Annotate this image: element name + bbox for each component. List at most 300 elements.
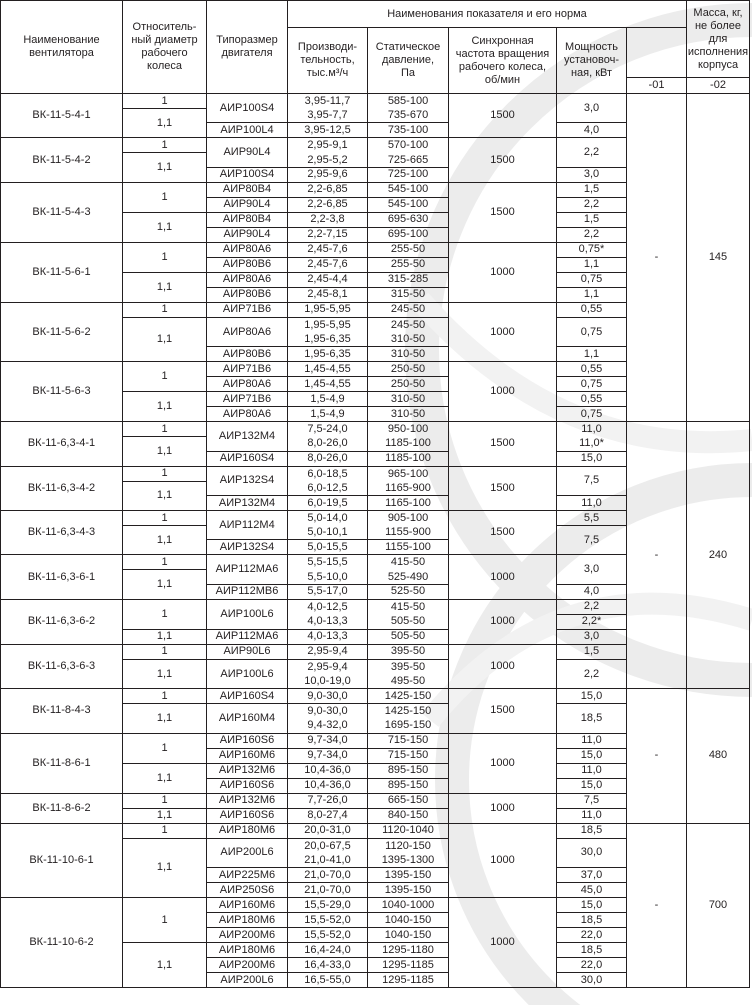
motor-cell: АИР80А6 [207,377,288,392]
text-line: 735-670 [387,109,429,122]
power-cell: 1,1 [557,257,627,272]
power-cell: 18,5 [557,943,627,958]
motor-cell: АИР225М6 [207,868,288,883]
motor-cell: АИР100L4 [207,123,288,138]
header-static-pressure [368,28,449,94]
power-cell: 2,2 [557,227,627,242]
pressure-cell: 315-50 [368,287,449,302]
diameter-cell: 1 [123,644,207,659]
diameter-cell: 1 [123,733,207,763]
diameter-cell: 1 [123,362,207,392]
diameter-cell: 1,1 [123,437,207,466]
pressure-cell [368,94,449,123]
table-row [1,94,750,109]
productivity-cell: 21,0-70,0 [288,868,368,883]
frequency-cell: 1000 [449,302,557,361]
text-line: Статическое [375,41,441,53]
power-cell: 7,5 [557,526,627,555]
productivity-cell: 7,7-26,0 [288,793,368,808]
power-cell: 2,2 [557,659,627,688]
motor-cell: АИР90L4 [207,227,288,242]
motor-cell: АИР80А6 [207,317,288,346]
text-line: 6,0-18,5 [307,467,348,480]
pressure-cell: 545-100 [368,197,449,212]
text-line: 415-50 [390,556,426,569]
text-line: 1185-100 [385,437,431,450]
power-cell: 22,0 [557,928,627,943]
motor-cell: АИР100S4 [207,94,288,123]
pressure-cell [368,704,449,733]
fan-name-cell: ВК-11-10-6-1 [1,823,123,897]
frequency-cell: 1500 [449,422,557,466]
text-line: давление, [381,54,435,66]
pressure-cell: 310-50 [368,347,449,362]
header-mass-02: -02 [687,78,750,94]
power-cell: 11,0 [557,496,627,511]
productivity-cell: 2,2-6,85 [288,197,368,212]
diameter-cell: 1,1 [123,481,207,510]
productivity-cell: 5,0-15,5 [288,540,368,555]
diameter-cell: 1,1 [123,763,207,793]
pressure-cell: 895-150 [368,763,449,778]
frequency-cell: 1000 [449,362,557,422]
header-mass [687,1,750,78]
motor-cell: АИР112М4 [207,511,288,540]
text-line: 21,0-41,0 [304,853,351,866]
text-line: частота вращения [455,47,550,60]
text-line: 415-50 [390,601,426,614]
power-cell: 0,75 [557,377,627,392]
pressure-cell: 695-100 [368,227,449,242]
productivity-cell: 2,2-3,8 [288,212,368,227]
productivity-cell [288,599,368,629]
pressure-cell: 665-150 [368,793,449,808]
text-line: 505-50 [390,615,426,628]
text-line: 4,0-12,5 [307,601,348,614]
pressure-cell [368,466,449,495]
motor-cell: АИР112МА6 [207,629,288,644]
power-cell: 1,5 [557,644,627,659]
frequency-cell: 1000 [449,644,557,688]
productivity-cell: 10,4-36,0 [288,763,368,778]
table-row [1,823,750,838]
pressure-cell [368,555,449,584]
header-indicators-title: Наименования показателя и его норма [288,1,687,28]
motor-cell: АИР90L4 [207,138,288,167]
pressure-cell: 1295-1185 [368,973,449,988]
pressure-cell: 545-100 [368,182,449,197]
frequency-cell: 1000 [449,823,557,897]
pressure-cell: 1040-1000 [368,898,449,913]
power-cell: 2,2 [557,599,627,614]
power-cell: 15,0 [557,778,627,793]
diameter-cell: 1 [123,94,207,109]
text-line: Синхронная [471,34,534,47]
text-line: 7,5-24,0 [307,423,348,436]
motor-cell: АИР132М4 [207,496,288,511]
frequency-cell: 1500 [449,689,557,733]
text-line: 3,95-11,7 [304,95,351,107]
pressure-cell: 1120-1040 [368,823,449,838]
diameter-cell: 1,1 [123,317,207,361]
pressure-cell: 1295-1185 [368,958,449,973]
motor-cell: АИР80В6 [207,347,288,362]
productivity-cell: 1,5-4,9 [288,407,368,422]
text-line: 1695-150 [384,719,432,732]
header-mass-01: -01 [627,78,687,94]
text-line: 1,95-6,35 [304,333,351,346]
pressure-cell [368,511,449,540]
motor-cell: АИР160М6 [207,898,288,913]
frequency-cell: 1500 [449,466,557,510]
power-cell: 18,5 [557,704,627,733]
pressure-cell: 725-100 [368,167,449,182]
diameter-cell: 1,1 [123,943,207,988]
text-line: 5,0-14,0 [307,512,348,525]
pressure-cell [368,317,449,346]
text-line: об/мин [484,73,521,86]
motor-cell: АИР112МА6 [207,555,288,584]
motor-cell: АИР80А6 [207,242,288,257]
power-cell: 30,0 [557,973,627,988]
frequency-cell: 1000 [449,242,557,302]
pressure-cell: 715-150 [368,748,449,763]
productivity-cell: 9,0-30,0 [288,689,368,704]
power-cell: 1,5 [557,182,627,197]
power-cell: 11,0 [557,808,627,823]
diameter-cell: 1 [123,138,207,153]
text-line: 1155-900 [385,526,431,539]
diameter-cell: 1 [123,555,207,570]
diameter-cell: 1 [123,242,207,272]
power-cell: 3,0 [557,555,627,584]
productivity-cell: 2,45-7,6 [288,242,368,257]
motor-cell: АИР80В6 [207,257,288,272]
text-line: корпуса [697,58,739,71]
power-cell: 45,0 [557,883,627,898]
motor-cell: АИР112МВ6 [207,584,288,599]
power-cell: 11,0 [557,763,627,778]
motor-cell: АИР160S6 [207,778,288,793]
text-line: 245-50 [390,318,426,331]
pressure-cell [368,422,449,451]
power-cell: 15,0 [557,748,627,763]
text-line: 5,0-10,1 [307,526,348,539]
text-line: Типоразмер [216,34,278,46]
frequency-cell: 1000 [449,898,557,988]
pressure-cell: 840-150 [368,808,449,823]
productivity-cell: 2,2-7,15 [288,227,368,242]
text-line: 5,5-10,0 [307,570,348,583]
text-line: рабочего колеса, [458,60,547,73]
text-line: Па [400,67,416,79]
motor-cell: АИР90L4 [207,197,288,212]
motor-cell: АИР180М6 [207,823,288,838]
fan-name-cell: ВК-11-8-6-1 [1,733,123,793]
table-row [1,422,750,437]
text-line: тыс.м³/ч [306,67,349,79]
fan-name-cell: ВК-11-5-4-1 [1,94,123,138]
productivity-cell: 2,95-9,6 [288,167,368,182]
diameter-cell: 1,1 [123,629,207,644]
frequency-cell: 1500 [449,138,557,182]
text-line: вентилятора [29,47,94,59]
diameter-cell: 1,1 [123,212,207,242]
motor-cell: АИР200L6 [207,838,288,867]
pressure-cell: 250-50 [368,377,449,392]
header-sync-frequency [449,28,557,94]
fan-name-cell: ВК-11-5-4-3 [1,182,123,242]
productivity-cell: 8,0-27,4 [288,808,368,823]
motor-cell: АИР80А6 [207,272,288,287]
productivity-cell: 15,5-52,0 [288,913,368,928]
text-line: 525-490 [387,570,429,583]
text-line: ная, кВт [570,67,613,79]
productivity-cell: 1,95-6,35 [288,347,368,362]
text-line: 6,0-12,5 [307,481,348,494]
productivity-cell [288,511,368,540]
productivity-cell: 2,95-9,4 [288,644,368,659]
motor-cell: АИР160S4 [207,689,288,704]
productivity-cell [288,838,368,867]
diameter-cell: 1 [123,898,207,943]
motor-cell: АИР71В6 [207,302,288,317]
productivity-cell [288,466,368,495]
fan-name-cell: ВК-11-5-6-3 [1,362,123,422]
header-fan-name [1,1,123,94]
productivity-cell [288,555,368,584]
motor-cell: АИР160М6 [207,748,288,763]
diameter-cell: 1 [123,182,207,212]
diameter-cell: 1 [123,422,207,437]
pressure-cell [368,138,449,167]
motor-cell: АИР160М4 [207,704,288,733]
motor-cell: АИР132М6 [207,793,288,808]
pressure-cell: 505-50 [368,629,449,644]
text-line: Относитель- [132,21,197,33]
mass-02-cell: 145 [687,94,750,422]
power-cell: 1,5 [557,212,627,227]
pressure-cell: 245-50 [368,302,449,317]
productivity-cell: 1,45-4,55 [288,377,368,392]
productivity-cell: 2,45-7,6 [288,257,368,272]
power-cell: 0,75* [557,242,627,257]
diameter-cell: 1,1 [123,526,207,555]
productivity-cell: 6,0-19,5 [288,496,368,511]
text-line: 9,4-32,0 [307,719,348,732]
diameter-cell: 1,1 [123,570,207,599]
frequency-cell: 1000 [449,733,557,793]
productivity-cell: 1,45-4,55 [288,362,368,377]
mass-01-cell: - [627,422,687,689]
power-cell: 3,0 [557,629,627,644]
text-line: для исполнения [687,32,749,58]
pressure-cell: 695-630 [368,212,449,227]
text-line: тельность, [300,54,355,66]
pressure-cell [368,838,449,867]
motor-cell: АИР250S6 [207,883,288,898]
pressure-cell: 1425-150 [368,689,449,704]
mass-02-cell: 240 [687,422,750,689]
motor-cell: АИР160S6 [207,808,288,823]
power-cell: 18,5 [557,913,627,928]
pressure-cell: 1165-100 [368,496,449,511]
text-line: Наименование [23,34,100,46]
pressure-cell: 250-50 [368,362,449,377]
fan-name-cell: ВК-11-8-4-3 [1,689,123,733]
power-cell: 1,1 [557,287,627,302]
productivity-cell [288,422,368,451]
text-line: 905-100 [387,512,429,525]
text-line: 965-100 [387,467,429,480]
text-line: Мощность [565,41,618,53]
productivity-cell: 15,5-29,0 [288,898,368,913]
motor-cell: АИР200М6 [207,928,288,943]
text-line: 2,95-9,4 [307,660,348,673]
fan-name-cell: ВК-11-6,3-6-3 [1,644,123,688]
text-line: 1425-150 [384,705,432,718]
pressure-cell: 1185-100 [368,451,449,466]
motor-cell: АИР71В6 [207,392,288,407]
table-row [1,689,750,704]
productivity-cell [288,659,368,688]
power-cell: 18,5 [557,823,627,838]
power-cell: 15,0 [557,689,627,704]
motor-cell: АИР200М6 [207,958,288,973]
frequency-cell: 1500 [449,182,557,242]
power-cell: 2,2* [557,614,627,629]
frequency-cell: 1500 [449,511,557,555]
text-line: 10,0-19,0 [304,675,351,688]
pressure-cell: 315-285 [368,272,449,287]
header-motor-type [207,1,288,94]
productivity-cell: 8,0-26,0 [288,451,368,466]
motor-cell: АИР80В4 [207,212,288,227]
fan-name-cell: ВК-11-6,3-4-1 [1,422,123,466]
motor-cell: АИР100S4 [207,167,288,182]
motor-cell: АИР100L6 [207,659,288,688]
frequency-cell: 1000 [449,555,557,599]
power-cell: 7,5 [557,466,627,495]
diameter-cell: 1 [123,466,207,481]
text-line: 585-100 [387,95,429,107]
power-cell: 3,0 [557,167,627,182]
diameter-cell: 1,1 [123,808,207,823]
motor-cell: АИР180М6 [207,943,288,958]
motor-cell: АИР132S4 [207,466,288,495]
pressure-cell: 310-50 [368,407,449,422]
text-line: 2,95-5,2 [307,153,348,166]
mass-02-cell: 700 [687,823,750,987]
productivity-cell: 3,95-12,5 [288,123,368,138]
text-line: 11,0* [579,437,604,450]
mass-01-cell: - [627,94,687,422]
productivity-cell: 2,2-6,85 [288,182,368,197]
text-line: 310-50 [390,333,426,346]
productivity-cell: 20,0-31,0 [288,823,368,838]
diameter-cell: 1,1 [123,153,207,182]
pressure-cell: 715-150 [368,733,449,748]
power-cell: 15,0 [557,898,627,913]
power-cell: 0,75 [557,272,627,287]
power-cell: 0,55 [557,392,627,407]
productivity-cell: 4,0-13,3 [288,629,368,644]
productivity-cell: 10,4-36,0 [288,778,368,793]
text-line: 2,95-9,1 [307,139,348,152]
power-cell [557,422,627,451]
motor-cell: АИР80В6 [207,287,288,302]
motor-cell: АИР100L6 [207,599,288,629]
diameter-cell: 1 [123,823,207,838]
pressure-cell: 1395-150 [368,868,449,883]
productivity-cell [288,317,368,346]
diameter-cell: 1 [123,511,207,526]
productivity-cell [288,94,368,123]
productivity-cell: 5,5-17,0 [288,584,368,599]
productivity-cell: 16,4-24,0 [288,943,368,958]
productivity-cell: 15,5-52,0 [288,928,368,943]
power-cell: 5,5 [557,511,627,526]
productivity-cell: 21,0-70,0 [288,883,368,898]
productivity-cell [288,138,368,167]
motor-cell: АИР71В6 [207,362,288,377]
text-line: колеса [147,60,182,72]
text-line: Производи- [297,41,358,53]
motor-cell: АИР80В4 [207,182,288,197]
fan-name-cell: ВК-11-5-4-2 [1,138,123,182]
pressure-cell [368,599,449,629]
pressure-cell: 895-150 [368,778,449,793]
pressure-cell: 735-100 [368,123,449,138]
pressure-cell: 525-50 [368,584,449,599]
pressure-cell [368,659,449,688]
text-line: рабочего [141,47,188,59]
productivity-cell [288,704,368,733]
power-cell: 0,55 [557,362,627,377]
power-cell: 2,2 [557,197,627,212]
header-power [557,28,627,94]
fan-name-cell: ВК-11-10-6-2 [1,898,123,988]
motor-cell: АИР200L6 [207,973,288,988]
fan-name-cell: ВК-11-8-6-2 [1,793,123,823]
mass-02-cell: 480 [687,689,750,823]
diameter-cell: 1 [123,689,207,704]
text-line: 1,95-5,95 [304,318,351,331]
header-productivity [288,28,368,94]
mass-01-cell: - [627,689,687,823]
power-cell: 7,5 [557,793,627,808]
text-line: 20,0-67,5 [304,839,351,852]
power-cell: 4,0 [557,584,627,599]
diameter-cell: 1,1 [123,272,207,302]
power-cell: 15,0 [557,451,627,466]
frequency-cell: 1000 [449,793,557,823]
pressure-cell: 1040-150 [368,913,449,928]
mass-01-cell: - [627,823,687,987]
frequency-cell: 1000 [449,599,557,644]
productivity-cell: 1,95-5,95 [288,302,368,317]
fan-name-cell: ВК-11-6,3-4-2 [1,466,123,510]
pressure-cell: 1155-100 [368,540,449,555]
text-line: 5,5-15,5 [307,556,348,569]
text-line: 11,0 [581,423,602,436]
fan-name-cell: ВК-11-5-6-1 [1,242,123,302]
text-line: 4,0-13,3 [307,615,348,628]
motor-cell: АИР90L6 [207,644,288,659]
text-line: 1120-150 [385,839,431,852]
text-line: Масса, кг, не более [693,6,743,32]
productivity-cell: 16,4-33,0 [288,958,368,973]
